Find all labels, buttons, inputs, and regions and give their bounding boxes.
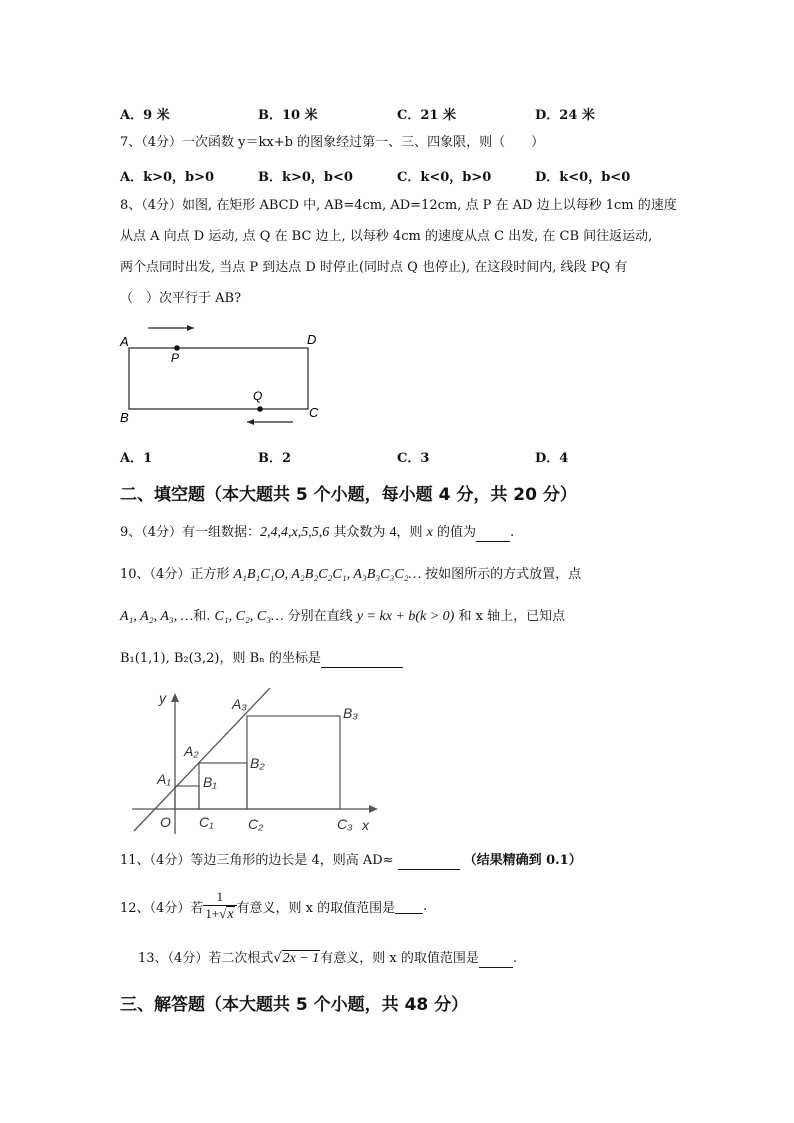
label-a1: A₁	[157, 771, 171, 787]
q12-answer-blank[interactable]	[395, 899, 423, 914]
q6-option-d: D．24 米	[535, 108, 595, 123]
q10-line1-suffix: 按如图所示的方式放置，点	[421, 567, 582, 582]
q12-fraction	[203, 889, 236, 923]
y-axis-arrow	[171, 693, 179, 702]
square-1	[175, 786, 199, 809]
label-c3: C₃	[337, 816, 353, 832]
label-a: A	[120, 334, 129, 349]
q8-line-4: （ ）次平行于 AB?	[120, 291, 242, 306]
q13-radicand: 2x − 1	[282, 951, 320, 966]
q10-prefix: 10、（4分）正方形	[120, 567, 234, 582]
q10-points-a: A₁, A₂, A₃, …	[120, 609, 194, 624]
label-b: B	[120, 410, 129, 425]
q8-option-b: B．2	[258, 451, 292, 466]
label-y: y	[159, 690, 166, 706]
arrow-q-head	[247, 419, 254, 425]
q10-line2-mid: 分别在直线	[283, 609, 357, 624]
q10-line2-suffix: 和 x 轴上，已知点	[454, 609, 566, 624]
label-q: Q	[253, 389, 263, 403]
label-a3: A₃	[232, 696, 247, 712]
q9-suffix2: 的值为	[432, 525, 477, 540]
q8-option-c: C．3	[397, 451, 430, 466]
q13-suffix: 有意义，则 x 的取值范围是	[320, 951, 479, 966]
point-q	[257, 406, 263, 412]
q10-answer-blank[interactable]	[321, 653, 403, 668]
q13-answer-blank[interactable]	[479, 953, 513, 968]
q13-prefix: 13、（4分）若二次根式	[138, 951, 274, 966]
q6-option-a: A．9 米	[120, 108, 170, 123]
q8-line-1: 8、（4分）如图, 在矩形 ABCD 中, AB=4cm, AD=12cm, 点 P 在 AD 边上以每秒 1cm 的速度	[120, 198, 677, 213]
section-3-heading: 三、解答题（本大题共 5 个小题，共 48 分）	[120, 995, 469, 1015]
label-c2: C₂	[248, 816, 264, 832]
q7-option-a: A．k>0，b>0	[120, 170, 215, 185]
q12-suffix: 有意义，则 x 的取值范围是	[236, 900, 396, 916]
q9-middle: 其众数为	[329, 525, 390, 540]
q9	[120, 524, 514, 542]
q7-option-d: D．k<0，b<0	[535, 170, 631, 185]
q8-option-d: D．4	[535, 451, 569, 466]
q10-squares: A₁B₁C₁O, A₂B₂C₂C₁, A₃B₃C₃C₂…	[233, 567, 422, 582]
q10-line3-suffix: ，则 Bₙ 的坐标是	[219, 651, 321, 666]
q6-option-c: C．21 米	[397, 108, 456, 123]
q10-points-c: C₁, C₂, C₃…	[214, 609, 284, 624]
q6-option-b: B．10 米	[258, 108, 318, 123]
q10-and: 和.	[193, 609, 215, 624]
q9-data: 2,4,4,x,5,5,6	[260, 525, 330, 540]
q9-prefix: 9、（4分）有一组数据：	[120, 525, 261, 540]
q9-mode: 4	[389, 525, 397, 540]
q10-given: B₁(1,1), B₂(3,2)	[120, 651, 220, 666]
q7-option-b: B．k>0，b<0	[258, 170, 353, 185]
x-axis-arrow	[369, 805, 378, 813]
q9-var: x	[426, 525, 433, 540]
label-b1: B₁	[203, 774, 217, 790]
q12-denominator: 1+√x	[205, 906, 234, 922]
q12-radicand: x	[227, 907, 234, 922]
q8-option-a: A．1	[120, 451, 153, 466]
label-p: P	[171, 351, 180, 365]
q12-den-prefix: 1+	[205, 906, 220, 921]
label-d: D	[307, 332, 317, 347]
q12-prefix: 12、（4分）若	[120, 900, 204, 916]
label-c: C	[309, 405, 319, 420]
label-c1: C₁	[199, 814, 214, 830]
q12	[120, 884, 427, 928]
q8-line-2: 从点 A 向点 D 运动, 点 Q 在 BC 边上, 以每秒 4cm 的速度从点 C 出发, 在 CB 间往返运动,	[120, 229, 653, 244]
q12-numerator: 1	[203, 889, 236, 906]
q8-rectangle-figure	[110, 312, 340, 437]
label-b2: B₂	[250, 755, 265, 771]
q10-line-equation: y = kx + b(k > 0)	[356, 609, 455, 624]
q12-end: .	[423, 898, 428, 914]
q9-answer-blank[interactable]	[476, 527, 510, 542]
q10-line-3	[120, 650, 403, 668]
q10-line-2	[120, 608, 565, 626]
q13: 13、（4分）若二次根式√2x − 1有意义，则 x 的取值范围是 .	[138, 951, 518, 966]
section-2-heading: 二、填空题（本大题共 5 个小题，每小题 4 分，共 20 分）	[120, 485, 577, 505]
arrow-p-head	[187, 325, 194, 331]
q10-squares-figure	[128, 688, 388, 838]
q13-end: .	[512, 951, 518, 966]
q7-option-c: C．k<0，b>0	[397, 170, 492, 185]
point-p	[174, 345, 180, 351]
q11	[120, 852, 582, 870]
q11-answer-blank[interactable]	[398, 855, 460, 870]
label-o: O	[160, 814, 171, 830]
rectangle-abcd	[129, 348, 308, 409]
label-a2: A₂	[184, 743, 199, 759]
q7-stem: 7、（4分）一次函数 y＝kx+b 的图象经过第一、三、四象限，则（ ）	[120, 135, 545, 150]
q11-text: 11、（4分）等边三角形的边长是 4，则高 AD≈	[120, 853, 394, 868]
q9-end: .	[510, 525, 515, 540]
q8-line-3: 两个点同时出发, 当点 P 到达点 D 时停止(同时点 Q 也停止), 在这段时间内, 线段 PQ 有	[120, 260, 628, 275]
label-b3: B₃	[343, 705, 358, 721]
q9-suffix1: ，则	[396, 525, 427, 540]
q11-note: （结果精确到 0.1）	[463, 853, 582, 868]
q10-line-1	[120, 566, 581, 584]
label-x: x	[362, 817, 369, 833]
